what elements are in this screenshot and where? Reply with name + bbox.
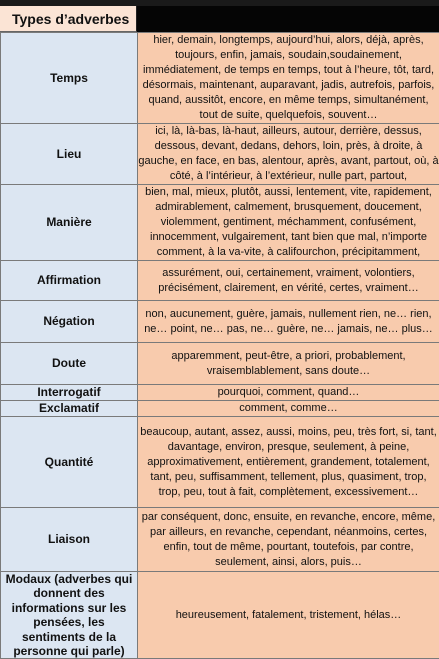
table-title: Types d’adverbes	[0, 6, 137, 32]
table-row	[1, 33, 439, 124]
row-words-exclamatif: comment, comme…	[138, 401, 439, 417]
table-row	[1, 185, 439, 261]
row-words-maniere: bien, mal, mieux, plutôt, aussi, lentement, vite, rapidement, admirablement, calmement, brusquement, doucement, violemment, gentiment, méchamment, confusément, innocemment, vulgairement, tant bien que mal, n’importe comment, à la va-vite, à califourchon, précipitamment,	[138, 185, 439, 261]
row-label-lieu: Lieu	[1, 124, 138, 185]
table-row	[1, 301, 439, 343]
table-row	[1, 401, 439, 417]
table-row	[1, 385, 439, 401]
row-label-temps: Temps	[1, 33, 138, 124]
row-label-interrogatif: Interrogatif	[1, 385, 138, 401]
row-label-modaux: Modaux (adverbes qui donnent des informations sur les pensées, les sentiments de la personne qui parle)	[1, 572, 138, 659]
row-label-quantite: Quantité	[1, 417, 138, 508]
table-row	[1, 417, 439, 508]
table-row	[1, 124, 439, 185]
adverb-types-table	[0, 32, 439, 659]
row-label-doute: Doute	[1, 343, 138, 385]
row-words-interrogatif: pourquoi, comment, quand…	[138, 385, 439, 401]
table-row	[1, 261, 439, 301]
row-words-quantite: beaucoup, autant, assez, aussi, moins, peu, très fort, si, tant, davantage, environ, presque, seulement, à peine, approximativement, entièrement, grandement, totalement, tant, peu, suffisamment, tellement, plus, quasiment, trop, trop, peu, tout à fait, complètement, excessivement…	[138, 417, 439, 508]
row-words-affirmation: assurément, oui, certainement, vraiment, volontiers, précisément, clairement, en vérité, certes, vraiment…	[138, 261, 439, 301]
row-words-doute: apparemment, peut-être, a priori, probablement, vraisemblablement, sans doute…	[138, 343, 439, 385]
header-black-cell	[137, 6, 439, 32]
row-label-liaison: Liaison	[1, 508, 138, 572]
row-words-modaux: heureusement, fatalement, tristement, hélas…	[138, 572, 439, 659]
table-row	[1, 343, 439, 385]
row-label-exclamatif: Exclamatif	[1, 401, 138, 417]
table-row	[1, 508, 439, 572]
row-words-negation: non, aucunement, guère, jamais, nullement rien, ne… rien, ne… point, ne… pas, ne… guère, ne… jamais, ne… plus…	[138, 301, 439, 343]
table-row	[1, 572, 439, 659]
row-words-temps: hier, demain, longtemps, aujourd’hui, alors, déjà, après, toujours, enfin, jamais, soudain,soudainement, immédiatement, de temps en temps, tout à l’heure, tôt, tard, désormais, maintenant, auparavant, jadis, autrefois, parfois, quand, aussitôt, encore, en même temps, simultanément, tout de suite, quelquefois, souvent…	[138, 33, 439, 124]
row-label-negation: Négation	[1, 301, 138, 343]
row-words-liaison: par conséquent, donc, ensuite, en revanche, encore, même, par ailleurs, en revanche, cependant, néanmoins, certes, enfin, tout de même, pourtant, toutefois, par contre, seulement, ainsi, alors, puis…	[138, 508, 439, 572]
row-label-affirmation: Affirmation	[1, 261, 138, 301]
row-label-maniere: Manière	[1, 185, 138, 261]
row-words-lieu: ici, là, là-bas, là-haut, ailleurs, autour, derrière, dessus, dessous, devant, dedans, dehors, loin, près, à droite, à gauche, en face, en bas, alentour, après, avant, partout, où, à côté, à l’intérieur, à l’extérieur, nulle part, partout,	[138, 124, 439, 185]
